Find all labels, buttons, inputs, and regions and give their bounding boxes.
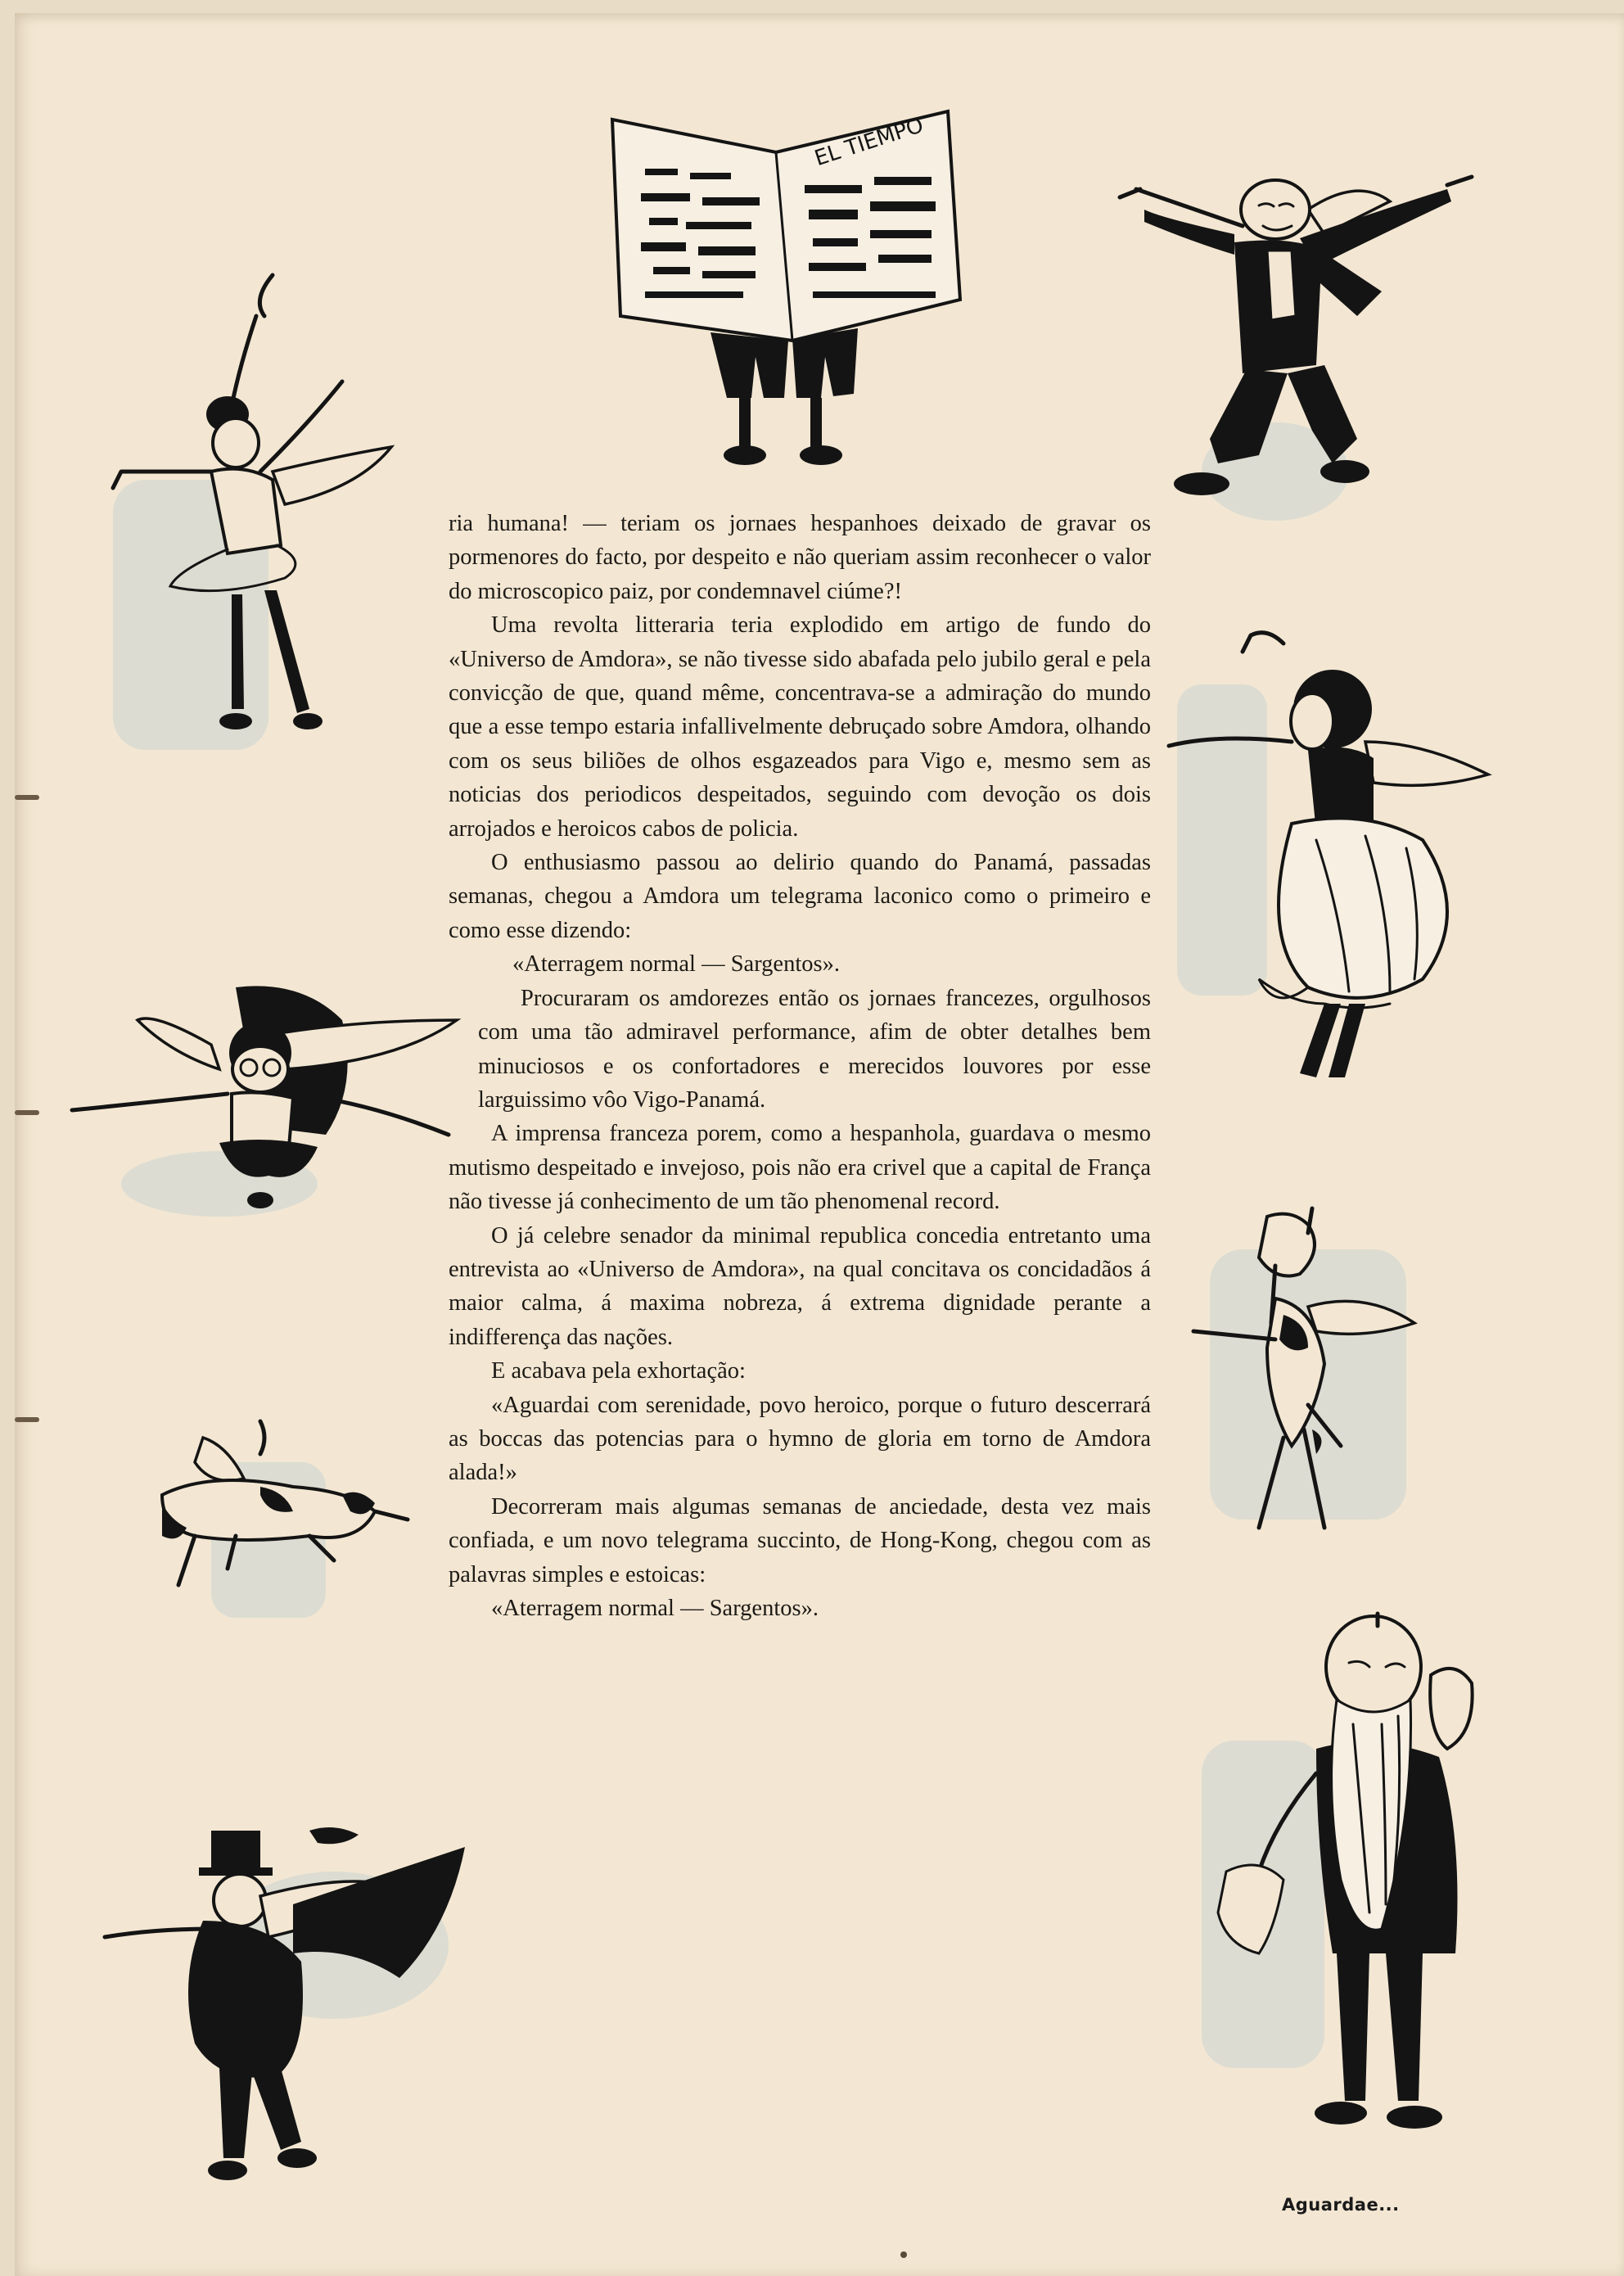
binding-stitch (15, 795, 39, 800)
binding-stitch (15, 1417, 39, 1422)
illustration-caption: Aguardae... (1282, 2195, 1400, 2215)
telegram-quote: «Aterragem normal — Sargentos». (512, 951, 840, 978)
binding-stitch (15, 1110, 39, 1115)
paragraph: O já celebre senador da minimal republica concedia entretanto uma entrevista ao «Universo de Amdora», na qual concitava os concidadãos á maior calma, á maxima nobreza, á extrema dignidade perante a indifferença das nações. (449, 1222, 1151, 1350)
paragraph: O enthusiasmo passou ao delirio quando do Panamá, passadas semanas, chegou a Amdora um telegrama laconico como o primeiro e como esse dizendo: (449, 850, 1151, 943)
ballerina-angel-illustration (97, 267, 440, 791)
article-text (449, 507, 1151, 1625)
winged-dog-illustration (1185, 1200, 1431, 1544)
magazine-page (15, 13, 1624, 2276)
top-hat-gentleman-illustration (88, 1814, 481, 2224)
paragraph: Procuraram os amdorezes então os jornaes francezes, orgulhosos com uma tão admiravel performance, afim de obter detalhes bem minuciosos e os confortadores e merecidos louvores por esse larguissimo vôo Vigo-Panamá. (478, 985, 1151, 1113)
paragraph: E acabava pela exhortação: (491, 1358, 746, 1384)
flying-lady-illustration (56, 971, 481, 1217)
flying-animal-illustration (146, 1413, 424, 1626)
senator-quote: «Aguardai com serenidade, povo heroico, porque o futuro descerrará as boccas das potencias para o hymno de gloria em torno de Amdora alada!» (449, 1392, 1151, 1486)
page-dot (900, 2251, 907, 2258)
curly-hair-lady-illustration (1153, 619, 1513, 1127)
paragraph: Uma revolta litteraria teria explodido em artigo de fundo do «Universo de Amdora», se não tivesse sido abafada pelo jubilo geral e pela convicção de que, quand même, concentrava-se a admiração do mundo que a esse tempo estaria infallivelmente debruçado sobre Amdora, olhando com os seus biliões de olhos esgazeados para Vigo e, mesmo sem as noticias dos periodicos despeitados, seguindo com devoção os dois arrojados e heroicos cabos de policia. (449, 612, 1151, 842)
paragraph: A imprensa franceza porem, como a hespanhola, guardava o mesmo mutismo despeitado e invejoso, pois não era crivel que a capital de França não tivesse já conhecimento de um tão phenomenal record. (449, 1121, 1151, 1215)
paragraph: ria humana! — teriam os jornaes hespanhoes deixado de gravar os pormenores do facto, por despeito e não queriam assim reconhecer o valor do microscopico paiz, por condemnavel ciúme?! (449, 511, 1151, 604)
dancing-gentleman-illustration (1112, 160, 1504, 545)
newspaper-reader-illustration (588, 95, 972, 488)
paragraph: Decorreram mais algumas semanas de anciedade, desta vez mais confiada, e um novo telegrama succinto, de Hong-Kong, chegou com as palavras simples e estoicas: (449, 1493, 1151, 1587)
bearded-man-illustration (1193, 1610, 1504, 2199)
telegram-quote: «Aterragem normal — Sargentos». (491, 1596, 819, 1621)
newspaper-title: EL TIEMPO (811, 113, 927, 172)
